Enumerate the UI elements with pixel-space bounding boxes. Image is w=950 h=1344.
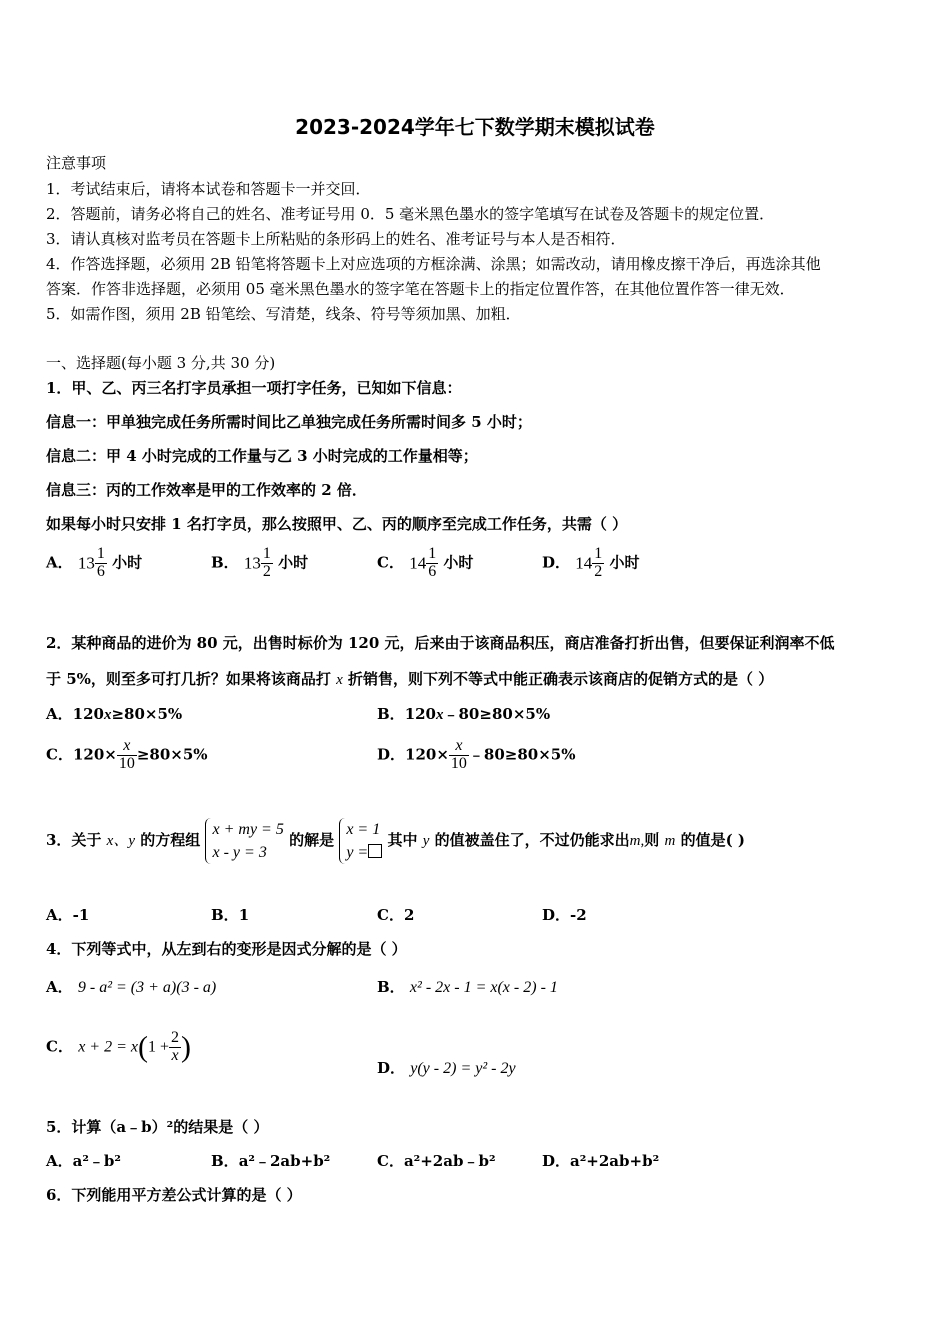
q2-option-c[interactable]: C．120× $\frac{x}{10}$ ≥80×5% (46, 737, 208, 772)
section-heading: 一、选择题(每小题 3 分,共 30 分) (46, 354, 276, 372)
var-x: x (336, 672, 343, 688)
covered-box (368, 844, 382, 858)
paren-right: ) (181, 1030, 192, 1064)
q1-option-d[interactable] (542, 546, 640, 581)
vars-xy: x、y (106, 833, 135, 850)
option-unit: 小时 (609, 553, 640, 572)
fraction: $\frac{x}{10}$ (118, 737, 135, 772)
fraction: $\frac{1}{6}$ (428, 545, 437, 580)
q1-info3: 信息三：丙的工作效率是甲的工作效率的 2 倍． (46, 481, 367, 499)
q2-line2: 于 5%，则至多可打几折？如果将该商品打 x 折销售，则下列不等式中能正确表示该商店的促销方式的是（ ） (46, 670, 774, 688)
option-unit: 小时 (443, 553, 474, 572)
mixed-whole: 13 (243, 553, 261, 573)
option-label: C． (377, 553, 404, 572)
note-item: 2．答题前，请务必将自己的姓名、准考证号用 0．5 毫米黑色墨水的签字笔填写在试卷及答题卡的规定位置． (46, 205, 775, 223)
q2-option-b[interactable]: B．120x﹣80≥80×5% (377, 705, 551, 723)
q1-stem: 1．甲、乙、丙三名打字员承担一项打字任务，已知如下信息： (46, 379, 462, 397)
q4-option-c[interactable]: C． x + 2 = x(1 + $\frac{2}{x}$ ) (46, 1029, 192, 1064)
note-item: 5．如需作图，须用 2B 铅笔绘、写清楚，线条、符号等须加黑、加粗． (46, 305, 521, 323)
option-unit: 小时 (278, 553, 309, 572)
q5-option-b[interactable]: B．a²﹣2ab+b² (211, 1152, 331, 1170)
q3-option-b[interactable]: B．1 (211, 906, 250, 924)
q2-line1: 2．某种商品的进价为 80 元，出售时标价为 120 元，后来由于该商品积压，商店准备打折出售，但要保证利润率不低 (46, 634, 835, 652)
note-item: 答案．作答非选择题，必须用 05 毫米黑色墨水的签字笔在答题卡上的指定位置作答，在其他位置作答一律无效． (46, 280, 795, 298)
q3-option-a[interactable]: A．-1 (46, 906, 90, 924)
fraction: $\frac{1}{2}$ (262, 545, 271, 580)
q2-option-a[interactable]: A．120x≥80×5% (46, 705, 183, 723)
notes-heading: 注意事项 (46, 154, 107, 172)
note-item: 1．考试结束后，请将本试卷和答题卡一并交回． (46, 180, 371, 198)
mixed-whole: 14 (575, 553, 593, 573)
q1-ask: 如果每小时只安排 1 名打字员，那么按照甲、乙、丙的顺序至完成工作任务，共需（ ） (46, 515, 628, 533)
q5-option-a[interactable]: A．a²﹣b² (46, 1152, 121, 1170)
note-item: 3．请认真核对监考员在答题卡上所粘贴的条形码上的姓名、准考证号与本人是否相符． (46, 230, 626, 248)
q4-option-d[interactable]: D． y(y - 2) = y² - 2y (377, 1059, 516, 1077)
equation-system: x + my = 5 x - y = 3 (205, 818, 283, 864)
fraction: $\frac{x}{10}$ (450, 737, 467, 772)
note-item: 4．作答选择题，必须用 2B 铅笔将答题卡上对应选项的方框涂满、涂黑；如需改动，请用橡皮擦干净后，再选涂其他 (46, 255, 821, 273)
q3-stem: 3．关于 x、y 的方程组 x + my = 5 x - y = 3 的解是 x = 1 y = 其中 y 的值被盖住了，不过仍能求出m,则 m 的值是( ) (46, 818, 745, 864)
option-label: D． (542, 553, 571, 572)
q5-option-c[interactable]: C．a²+2ab﹣b² (377, 1152, 496, 1170)
q1-info1: 信息一：甲单独完成任务所需时间比乙单独完成任务所需时间多 5 小时； (46, 413, 532, 431)
page-title: 2023-2024学年七下数学期末模拟试卷 (295, 115, 655, 139)
q4-stem: 4．下列等式中，从左到右的变形是因式分解的是（ ） (46, 940, 407, 958)
option-label: B． (211, 553, 239, 572)
q1-option-b[interactable] (211, 546, 308, 581)
solution-system: x = 1 y = (339, 818, 382, 864)
fraction: $\frac{1}{2}$ (594, 545, 603, 580)
mixed-whole: 13 (77, 553, 95, 573)
q6-stem: 6．下列能用平方差公式计算的是（ ） (46, 1186, 302, 1204)
paren-left: ( (137, 1030, 148, 1064)
q3-option-c[interactable]: C．2 (377, 906, 415, 924)
q3-option-d[interactable]: D．-2 (542, 906, 587, 924)
q1-option-a[interactable] (46, 546, 142, 581)
fraction: $\frac{1}{6}$ (96, 545, 105, 580)
q2-option-d[interactable]: D．120× $\frac{x}{10}$ ﹣80≥80×5% (377, 737, 576, 772)
fraction: $\frac{2}{x}$ (171, 1029, 180, 1064)
q4-option-a[interactable]: A． 9 - a² = (3 + a)(3 - a) (46, 978, 217, 996)
q4-option-b[interactable]: B． x² - 2x - 1 = x(x - 2) - 1 (377, 978, 558, 996)
q1-info2: 信息二：甲 4 小时完成的工作量与乙 3 小时完成的工作量相等； (46, 447, 478, 465)
option-label: A． (46, 553, 73, 572)
q5-stem: 5．计算（a﹣b）²的结果是（ ） (46, 1118, 269, 1136)
q5-option-d[interactable]: D．a²+2ab+b² (542, 1152, 660, 1170)
mixed-whole: 14 (409, 553, 427, 573)
q1-option-c[interactable] (377, 546, 473, 581)
option-unit: 小时 (112, 553, 143, 572)
